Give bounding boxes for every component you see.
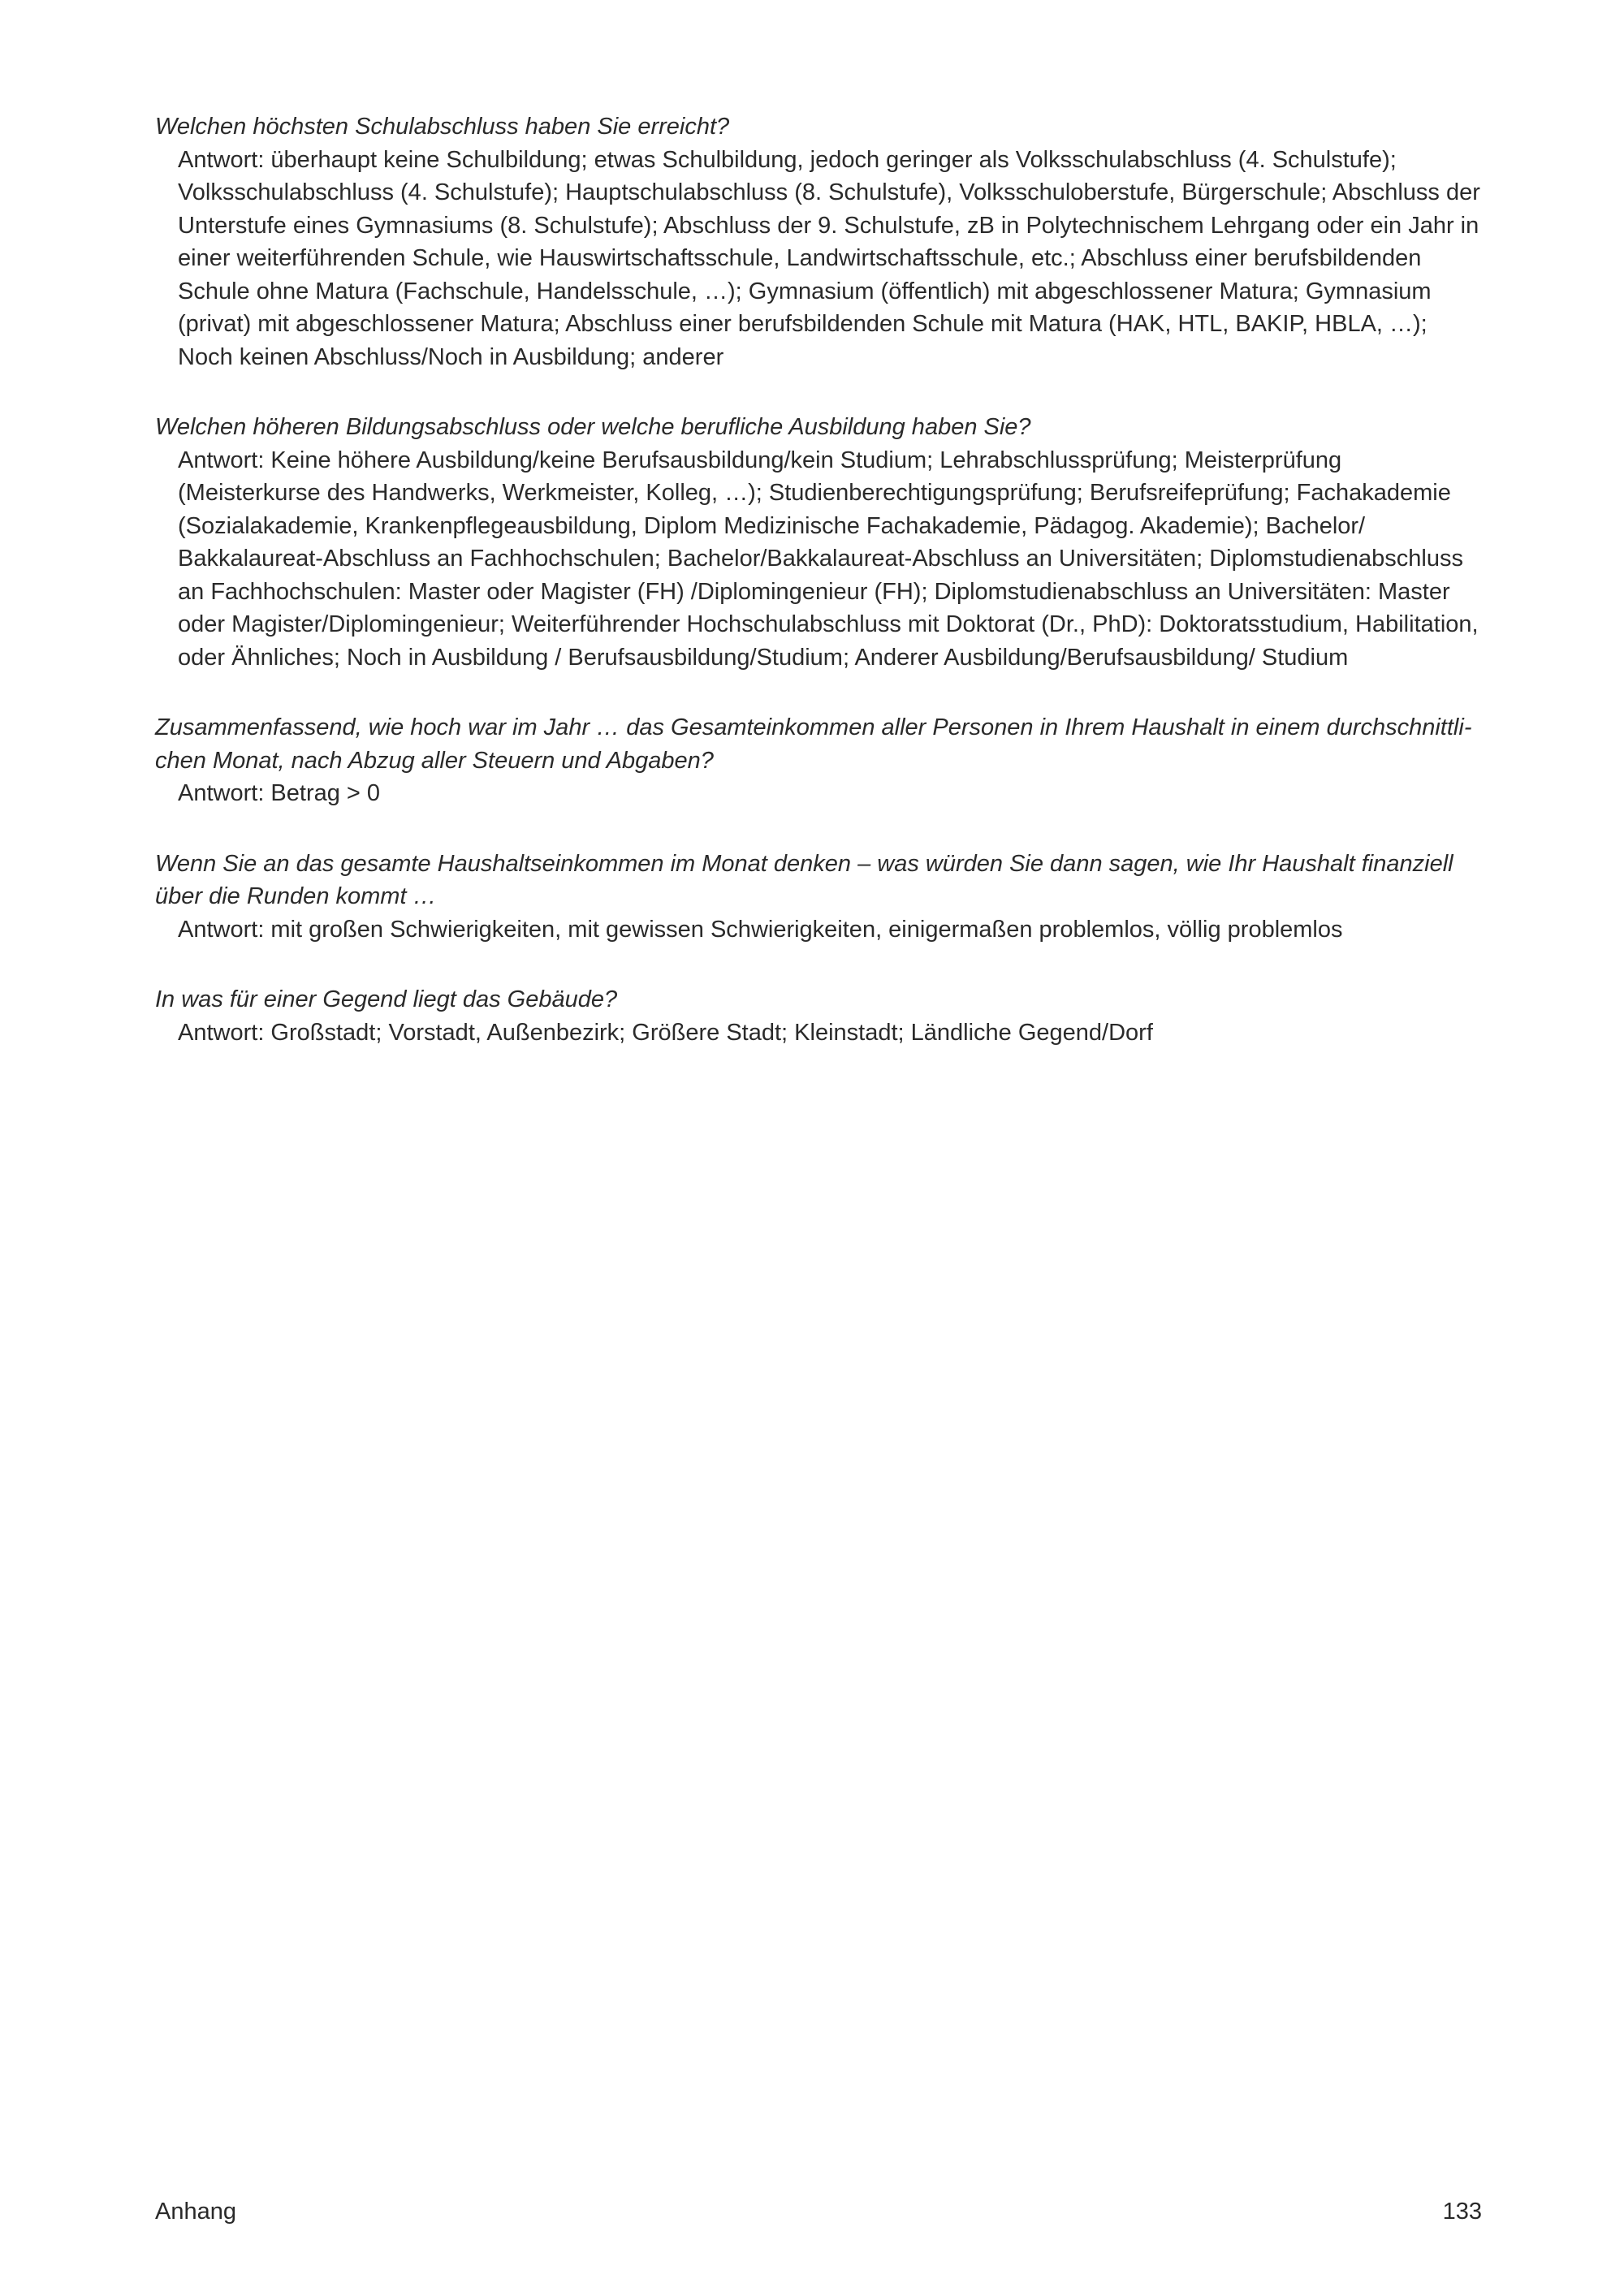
page-content: [155, 110, 1487, 1086]
question-block-financial-situation: [155, 848, 1487, 947]
question-block-household-income: [155, 711, 1487, 810]
page-number: 133: [1442, 2199, 1482, 2225]
question-text: Welchen höchsten Schulabschluss haben Sie erreicht?: [155, 114, 730, 140]
question-text: Welchen höheren Bildungsabschluss oder welche berufliche Ausbildung haben Sie?: [155, 414, 1031, 440]
question-block-area-type: [155, 983, 1487, 1049]
footer-section-label: Anhang: [155, 2199, 236, 2225]
answer-text: Antwort: mit großen Schwierigkeiten, mit gewissen Schwierigkeiten, einigermaßen problemlos, völlig problemlos: [178, 916, 1343, 943]
question-text: Zusammenfassend, wie hoch war im Jahr … das Gesamteinkommen aller Personen in Ihrem Haushalt in einem durchschnittlichen Monat, nach Abzug aller Steuern und Abgaben?: [155, 714, 1472, 774]
question-block-higher-education: [155, 411, 1487, 674]
question-text: In was für einer Gegend liegt das Gebäude?: [155, 986, 618, 1012]
answer-text: Antwort: Großstadt; Vorstadt, Außenbezirk; Größere Stadt; Kleinstadt; Ländliche Gegend/Dorf: [178, 1019, 1153, 1046]
question-text: Wenn Sie an das gesamte Haushaltseinkommen im Monat denken – was würden Sie dann sagen, wie Ihr Haushalt finanziell über die Runden kommt …: [155, 850, 1453, 909]
answer-text: Antwort: überhaupt keine Schulbildung; etwas Schulbildung, jedoch geringer als Volksschulabschluss (4. Schulstufe); Volksschulabschluss (4. Schulstufe); Hauptschulabschluss (8. Schulstufe), Volksschuloberstufe, Bürgerschule; Abschluss der Unterstufe eines Gymnasiums (8. Schulstufe); Abschluss der 9. Schulstufe, zB in Polytechnischem Lehrgang oder ein Jahr in einer weiterführenden Schule, wie Hauswirtschaftsschule, Landwirtschaftsschule, etc.; Abschluss einer berufsbildenden Schule ohne Matura (Fachschule, Handelsschule, …); Gymnasium (öffentlich) mit abgeschlossener Matura; Gymnasium (privat) mit abgeschlossener Matura; Abschluss einer berufsbildenden Schule mit Matura (HAK, HTL, BAKIP, HBLA, …); Noch keinen Abschluss/Noch in Ausbildung; anderer: [178, 146, 1480, 370]
question-block-school-degree: [155, 110, 1487, 373]
answer-text: Antwort: Betrag > 0: [178, 780, 381, 806]
answer-text: Antwort: Keine höhere Ausbildung/keine Berufsausbildung/kein Studium; Lehrabschlussprüfung; Meisterprüfung (Meisterkurse des Handwerks, Werkmeister, Kolleg, …); Studienberechtigungsprüfung; Berufsreifeprüfung; Fachakademie (Sozialakademie, Krankenpflegeausbildung, Diplom Medizinische Fachakademie, Pädagog. Akademie); Bachelor/ Bakkalaureat-Abschluss an Fachhochschulen; Bachelor/Bakkalaureat-Abschluss an Universitäten; Diplomstudienabschluss an Fachhochschulen: Master oder Magister (FH) /Diplomingenieur (FH); Diplomstudienabschluss an Universitäten: Master oder Magister/Diplomingenieur; Weiterführender Hochschulabschluss mit Doktorat (Dr., PhD): Doktoratsstudium, Habilitation, oder Ähnliches; Noch in Ausbildung / Berufsausbildung/Studium; Anderer Ausbildung/Berufsausbildung/ Studium: [178, 447, 1479, 671]
